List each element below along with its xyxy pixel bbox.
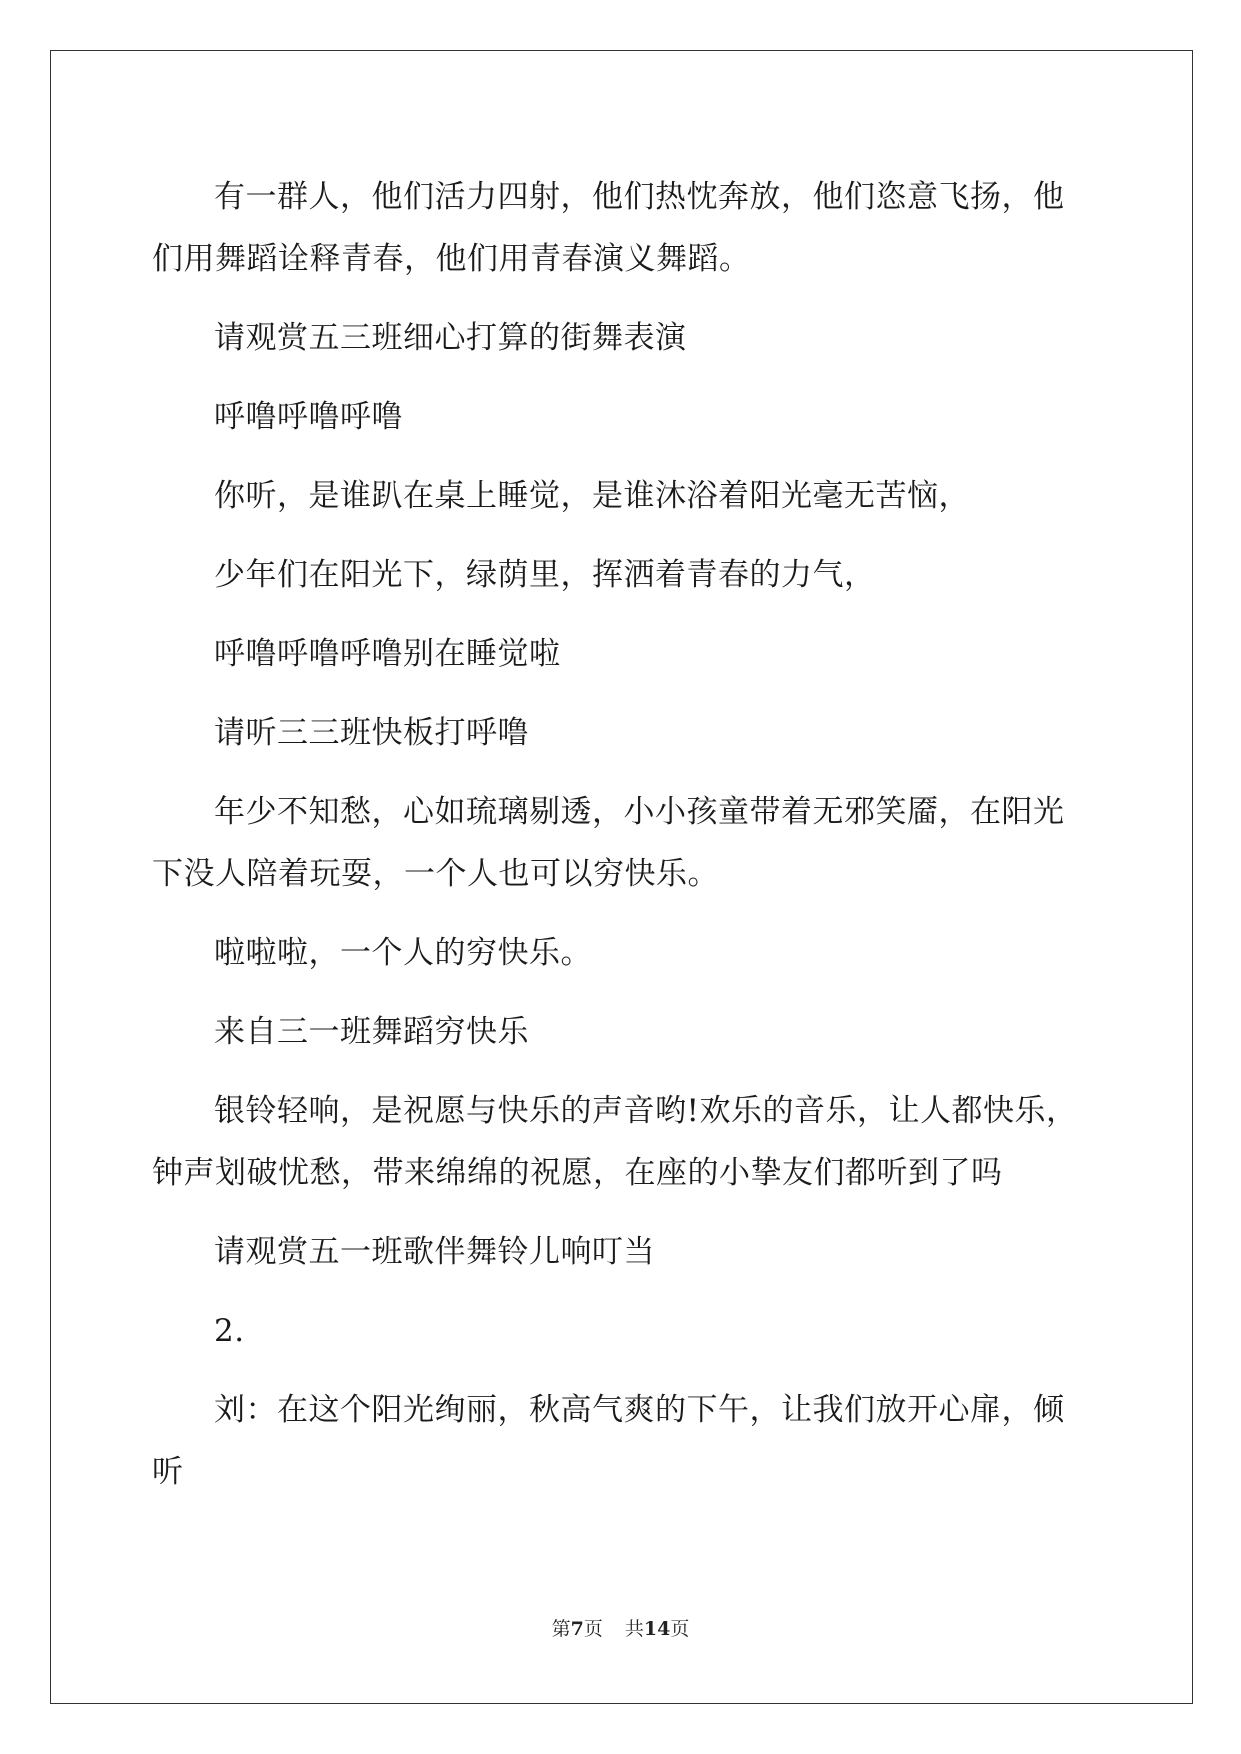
paragraph: 少年们在阳光下，绿荫里，挥洒着青春的力气， <box>214 557 876 593</box>
paragraph: 你听，是谁趴在桌上睡觉，是谁沐浴着阳光毫无苦恼， <box>214 478 970 514</box>
paragraph: 啦啦啦，一个人的穷快乐。 <box>214 935 592 971</box>
page-number: 7 <box>570 1618 584 1640</box>
paragraph: 请观赏五三班细心打算的街舞表演 <box>214 320 687 356</box>
page-prefix: 第 <box>551 1618 571 1640</box>
total-pages: 14 <box>643 1618 671 1640</box>
paragraph: 年少不知愁，心如琉璃剔透，小小孩童带着无邪笑靥，在阳光下没人陪着玩耍，一个人也可以穷快乐。 <box>152 794 1065 892</box>
paragraph: 银铃轻响，是祝愿与快乐的声音哟!欢乐的音乐，让人都快乐，钟声划破忧愁，带来绵绵的祝愿，在座的小挚友们都听到了吗 <box>152 1093 1078 1191</box>
paragraph: 来自三一班舞蹈穷快乐 <box>214 1014 529 1050</box>
paragraph: 呼噜呼噜呼噜 <box>214 399 403 435</box>
total-prefix: 共 <box>624 1618 644 1640</box>
paragraph: 请观赏五一班歌伴舞铃儿响叮当 <box>214 1234 655 1270</box>
paragraph: 呼噜呼噜呼噜别在睡觉啦 <box>214 636 561 672</box>
paragraph: 2. <box>214 1313 245 1349</box>
paragraph: 请听三三班快板打呼噜 <box>214 715 529 751</box>
page-footer <box>0 1614 1241 1641</box>
paragraph: 有一群人，他们活力四射，他们热忱奔放，他们恣意飞扬，他们用舞蹈诠释青春，他们用青春演义舞蹈。 <box>152 179 1065 277</box>
paragraph: 刘：在这个阳光绚丽，秋高气爽的下午，让我们放开心扉，倾听 <box>152 1392 1065 1490</box>
total-suffix: 页 <box>670 1618 690 1640</box>
document-body <box>152 166 1092 1520</box>
page-suffix: 页 <box>583 1618 603 1640</box>
